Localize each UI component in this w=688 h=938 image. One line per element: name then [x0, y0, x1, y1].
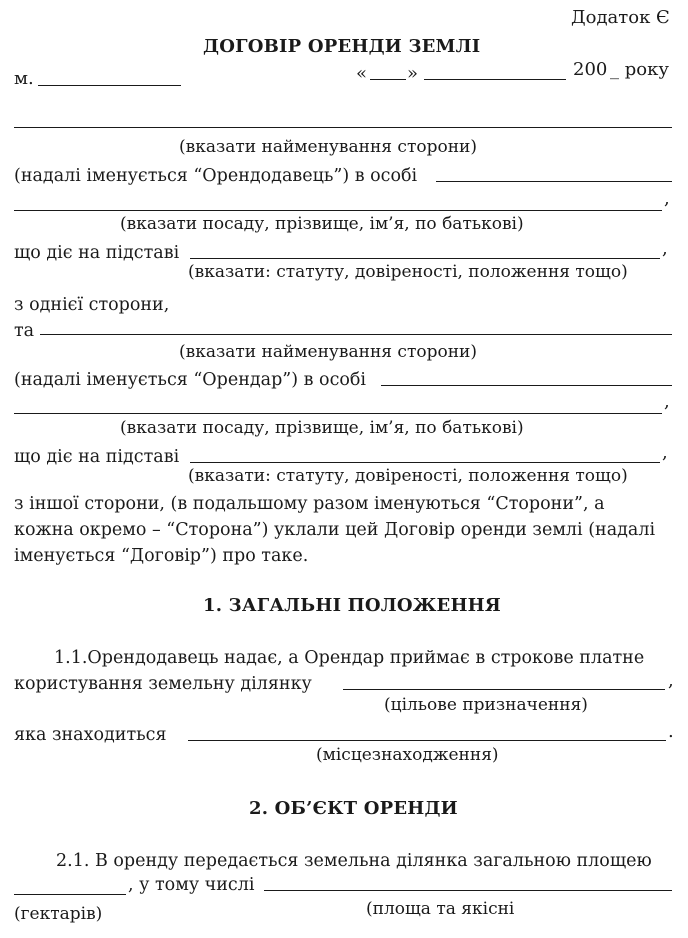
- hint-location: (місцезнаходження): [316, 745, 499, 765]
- hint-lessee-name: (вказати найменування сторони): [179, 342, 477, 362]
- lessor-rep-field-line-2[interactable]: [14, 210, 662, 211]
- lessor-rep-field-line[interactable]: [436, 181, 672, 182]
- period: .: [668, 721, 674, 742]
- including-text: , у тому числі: [128, 875, 255, 895]
- city-prefix: м.: [14, 68, 34, 89]
- lessee-basis-field-line[interactable]: [190, 462, 660, 463]
- hint-area: (площа та якісні: [366, 899, 515, 919]
- closing-line-2: кожна окремо – “Сторона”) уклали цей Договір оренди землі (надалі: [14, 520, 656, 540]
- hint-lessee-person: (вказати посаду, прізвище, ім’я, по батькові): [120, 418, 524, 438]
- closing-line-1: з іншої сторони, (в подальшому разом іменуються “Сторони”, а: [14, 494, 605, 514]
- clause-2-1-line-1: 2.1. В оренду передається земельна ділянка загальною площею: [56, 851, 652, 871]
- hint-lessor-basis: (вказати: статуту, довіреності, положення тощо): [188, 262, 628, 282]
- lessor-name-field-line[interactable]: [14, 127, 672, 128]
- lessor-role-text: (надалі іменується “Орендодавець”) в особі: [14, 166, 418, 186]
- section1-heading: 1. ЗАГАЛЬНІ ПОЛОЖЕННЯ: [203, 595, 501, 616]
- document-title: ДОГОВІР ОРЕНДИ ЗЕМЛІ: [203, 36, 481, 57]
- date-close-quote: »: [407, 63, 419, 84]
- lessee-role-text: (надалі іменується “Орендар”) в особі: [14, 370, 367, 390]
- hint-lessee-basis: (вказати: статуту, довіреності, положення тощо): [188, 466, 628, 486]
- lessee-basis-label: що діє на підставі: [14, 447, 180, 467]
- section2-heading: 2. ОБ’ЄКТ ОРЕНДИ: [249, 798, 458, 819]
- year-suffix: _ року: [610, 59, 669, 80]
- lessee-rep-field-line[interactable]: [381, 385, 672, 386]
- clause-1-1-line-2: користування земельну ділянку: [14, 674, 312, 694]
- hint-purpose: (цільове призначення): [384, 695, 588, 715]
- and-text: та: [14, 321, 35, 341]
- comma: ,: [664, 188, 670, 209]
- comma: ,: [668, 670, 674, 691]
- purpose-field-line[interactable]: [343, 689, 665, 690]
- comma: ,: [664, 391, 670, 412]
- location-label: яка знаходиться: [14, 725, 167, 745]
- day-field-line[interactable]: [370, 79, 406, 80]
- hint-lessor-person: (вказати посаду, прізвище, ім’я, по батькові): [120, 214, 524, 234]
- lessor-basis-field-line[interactable]: [190, 258, 660, 259]
- month-field-line[interactable]: [424, 79, 566, 80]
- year-prefix: 200: [573, 59, 608, 80]
- city-field-line[interactable]: [38, 85, 181, 86]
- area-field-line[interactable]: [264, 890, 672, 891]
- date-open-quote: «: [356, 63, 368, 84]
- closing-line-3: іменується “Договір”) про таке.: [14, 546, 309, 566]
- location-field-line[interactable]: [188, 740, 666, 741]
- comma: ,: [662, 238, 668, 259]
- lessee-rep-field-line-2[interactable]: [14, 413, 662, 414]
- lessor-basis-label: що діє на підставі: [14, 243, 180, 263]
- clause-1-1-line-1: 1.1.Орендодавець надає, а Орендар приймає в строкове платне: [54, 648, 645, 668]
- hint-lessor-name: (вказати найменування сторони): [179, 137, 477, 157]
- appendix-label: Додаток Є: [571, 7, 670, 28]
- comma: ,: [662, 442, 668, 463]
- one-side-text: з однієї сторони,: [14, 295, 170, 315]
- hint-hectares: (гектарів): [14, 904, 103, 924]
- lessee-name-field-line[interactable]: [40, 334, 672, 335]
- hectares-field-line[interactable]: [14, 894, 126, 895]
